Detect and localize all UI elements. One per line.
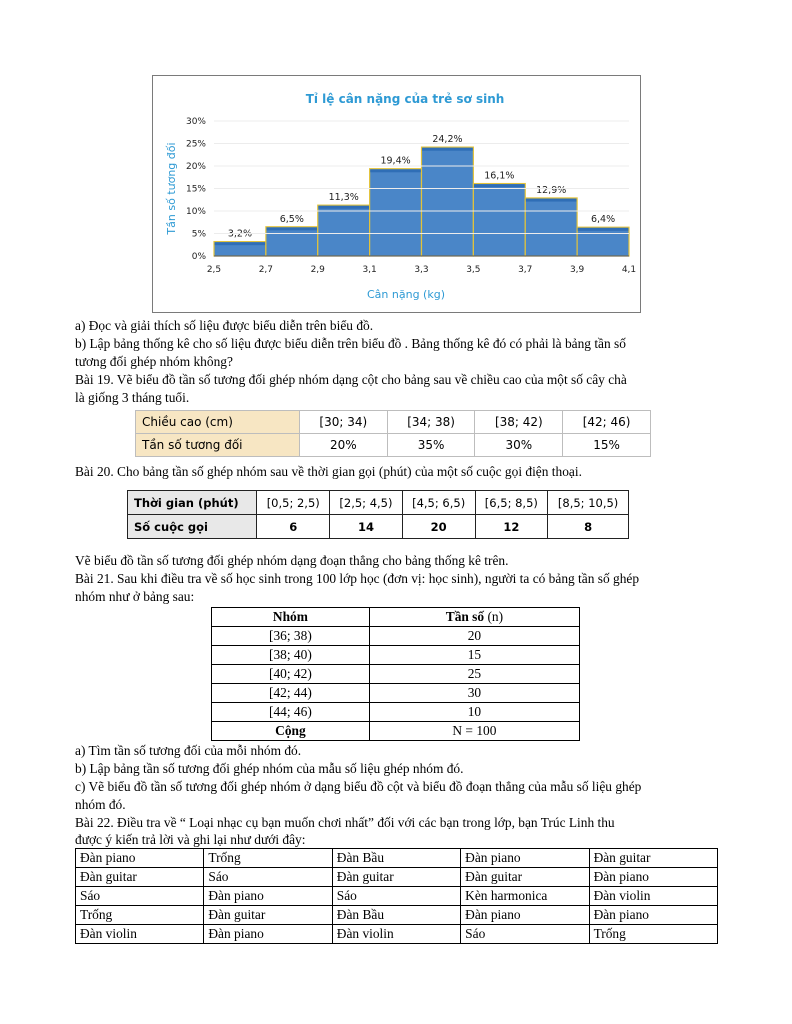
q22-cell: Kèn harmonica <box>461 887 589 906</box>
chart-bar-cap <box>474 184 525 187</box>
q19-row-height <box>136 411 651 434</box>
q20-table <box>127 490 629 539</box>
chart-data-label: 24,2% <box>432 134 463 146</box>
chart-x-tick-label: 3,9 <box>569 265 585 275</box>
table-row <box>76 887 718 906</box>
q21-header-row <box>212 608 580 627</box>
chart-bar <box>473 184 525 256</box>
chart-x-tick-label: 2,7 <box>258 265 274 275</box>
chart-y-tick-label: 0% <box>191 252 206 262</box>
chart-data-label: 6,4% <box>590 214 616 226</box>
q18-part-b-line1: b) Lập bảng thống kê cho số liệu được biểu diễn trên biểu đồ . Bảng thống kê đó có phải là bảng tần số <box>75 336 626 351</box>
chart-y-tick-label: 30% <box>185 117 206 127</box>
q19-freq: 15% <box>563 434 651 457</box>
q20-row-label: Thời gian (phút) <box>128 491 257 515</box>
table-row <box>212 665 580 684</box>
histogram-chart <box>152 75 641 313</box>
q19-table <box>135 410 651 457</box>
q21-total-value: N = 100 <box>369 722 579 741</box>
q22-cell: Đàn guitar <box>204 906 332 925</box>
q20-text-line1: Bài 20. Cho bảng tần số ghép nhóm sau về thời gian gọi (phút) của một số cuộc gọi điện thoại. <box>75 464 582 479</box>
q20-instruction: Vẽ biểu đồ tần số tương đối ghép nhóm dạng đoạn thẳng cho bảng thống kê trên. <box>75 553 509 568</box>
chart-bar <box>266 227 318 256</box>
q21-group: [38; 40) <box>212 646 370 665</box>
chart-bar-cap <box>578 228 629 231</box>
q21-total-label: Cộng <box>212 722 370 741</box>
chart-bar <box>577 227 629 256</box>
q20-count: 12 <box>475 515 548 539</box>
q19-freq: 20% <box>299 434 387 457</box>
q22-cell: Đàn guitar <box>76 868 204 887</box>
q21-header-freq-unit: (n) <box>484 609 504 624</box>
q22-cell: Sáo <box>332 887 460 906</box>
chart-y-axis-label: Tần số tương đối <box>165 142 178 235</box>
q22-cell: Đàn Bầu <box>332 906 460 925</box>
q19-row-label: Tần số tương đối <box>136 434 300 457</box>
chart-x-tick-label: 3,5 <box>466 265 481 275</box>
chart-y-tick-label: 20% <box>185 162 206 172</box>
q19-row-label: Chiều cao (cm) <box>136 411 300 434</box>
q21-part-c-line1: c) Vẽ biểu đồ tần số tương đối ghép nhóm ở dạng biểu đồ cột và biểu đồ đoạn thẳng của mẫu số liệu ghép <box>75 779 642 794</box>
q22-cell: Đàn violin <box>332 925 460 944</box>
chart-x-tick-label: 3,7 <box>518 265 533 275</box>
q22-cell: Trống <box>589 925 717 944</box>
chart-data-label: 6,5% <box>279 213 304 225</box>
q22-text-line1: Bài 22. Điều tra về “ Loại nhạc cụ bạn muốn chơi nhất” đối với các bạn trong lớp, bạn Trúc Linh thu <box>75 815 615 830</box>
q20-count: 20 <box>402 515 475 539</box>
chart-bar-cap <box>266 227 317 230</box>
chart-x-tick-label: 3,3 <box>414 265 429 275</box>
chart-y-tick-label: 25% <box>185 139 206 150</box>
q20-group: [6,5; 8,5) <box>475 491 548 515</box>
q20-group: [4,5; 6,5) <box>402 491 475 515</box>
q19-group: [30; 34) <box>299 411 387 434</box>
q22-cell: Trống <box>204 849 332 868</box>
q19-group: [34; 38) <box>387 411 475 434</box>
q20-row-count <box>128 515 629 539</box>
q20-row-time <box>128 491 629 515</box>
q21-header-freq-bold: Tần số <box>445 609 485 624</box>
q20-group: [8,5; 10,5) <box>548 491 629 515</box>
chart-x-axis-label: Cân nặng (kg) <box>367 288 445 301</box>
q18-part-b-line2: tương đối ghép nhóm không? <box>75 354 233 369</box>
q21-text-line2: nhóm như ở bảng sau: <box>75 589 195 604</box>
table-row <box>212 627 580 646</box>
table-row <box>76 849 718 868</box>
chart-bar-cap <box>318 206 369 209</box>
chart-bar <box>422 147 474 256</box>
chart-data-label: 19,4% <box>380 155 411 167</box>
q21-table <box>211 607 580 741</box>
q22-cell: Đàn piano <box>461 906 589 925</box>
q19-group: [42; 46) <box>563 411 651 434</box>
chart-data-label: 11,3% <box>328 192 359 204</box>
q21-total-row <box>212 722 580 741</box>
chart-x-tick-label: 3,1 <box>362 265 377 275</box>
q20-group: [0,5; 2,5) <box>257 491 330 515</box>
q21-part-c-line2: nhóm đó. <box>75 797 126 812</box>
q22-cell: Đàn piano <box>76 849 204 868</box>
q21-header-freq <box>369 608 579 627</box>
table-row <box>76 925 718 944</box>
q19-group: [38; 42) <box>475 411 563 434</box>
q21-header-group: Nhóm <box>212 608 370 627</box>
table-row <box>212 684 580 703</box>
q22-cell: Đàn guitar <box>332 868 460 887</box>
table-row <box>212 646 580 665</box>
q21-group: [42; 44) <box>212 684 370 703</box>
q22-cell: Sáo <box>204 868 332 887</box>
table-row <box>76 906 718 925</box>
q22-cell: Đàn piano <box>461 849 589 868</box>
chart-svg <box>153 76 640 312</box>
chart-x-tick-label: 2,5 <box>206 265 222 275</box>
q21-freq: 30 <box>369 684 579 703</box>
q21-freq: 20 <box>369 627 579 646</box>
chart-bar-cap <box>215 242 266 245</box>
q21-freq: 15 <box>369 646 579 665</box>
q21-text-line1: Bài 21. Sau khi điều tra về số học sinh trong 100 lớp học (đơn vị: học sinh), người ta có bảng tần số ghép <box>75 571 640 586</box>
q22-table <box>75 848 718 944</box>
q20-count: 6 <box>257 515 330 539</box>
chart-x-tick-label: 4,1 <box>621 265 637 275</box>
q18-part-a: a) Đọc và giải thích số liệu được biểu diễn trên biểu đồ. <box>75 318 374 333</box>
q22-cell: Đàn piano <box>589 906 717 925</box>
q21-part-b: b) Lập bảng tần số tương đối ghép nhóm của mẫu số liệu ghép nhóm đó. <box>75 761 464 776</box>
q22-cell: Đàn guitar <box>589 849 717 868</box>
chart-bar-cap <box>526 199 577 202</box>
q19-freq: 35% <box>387 434 475 457</box>
q21-group: [40; 42) <box>212 665 370 684</box>
q21-part-a: a) Tìm tần số tương đối của mỗi nhóm đó. <box>75 743 302 758</box>
q21-group: [36; 38) <box>212 627 370 646</box>
q20-count: 14 <box>330 515 403 539</box>
table-row <box>76 868 718 887</box>
chart-bar-cap <box>422 148 473 151</box>
q21-freq: 25 <box>369 665 579 684</box>
chart-y-tick-label: 5% <box>191 229 206 240</box>
q19-text-line1: Bài 19. Vẽ biểu đồ tần số tương đối ghép nhóm dạng cột cho bảng sau về chiều cao của một số cây chà <box>75 372 627 387</box>
chart-y-tick-label: 15% <box>185 184 206 195</box>
q21-group: [44; 46) <box>212 703 370 722</box>
q19-text-line2: là giống 3 tháng tuổi. <box>75 390 190 405</box>
chart-title: Tỉ lệ cân nặng của trẻ sơ sinh <box>305 92 505 106</box>
q22-cell: Trống <box>76 906 204 925</box>
q22-cell: Đàn violin <box>76 925 204 944</box>
q22-cell: Đàn piano <box>589 868 717 887</box>
q22-cell: Đàn piano <box>204 887 332 906</box>
chart-bar <box>370 169 422 256</box>
q22-cell: Đàn Bầu <box>332 849 460 868</box>
q22-text-line2: được ý kiến trả lời và ghi lại như dưới đây: <box>75 832 306 847</box>
q21-freq: 10 <box>369 703 579 722</box>
q19-freq: 30% <box>475 434 563 457</box>
chart-x-tick-label: 2,9 <box>310 265 325 275</box>
q22-cell: Sáo <box>76 887 204 906</box>
q19-row-freq <box>136 434 651 457</box>
q22-cell: Đàn guitar <box>461 868 589 887</box>
q22-cell: Đàn piano <box>204 925 332 944</box>
q20-count: 8 <box>548 515 629 539</box>
q22-cell: Đàn violin <box>589 887 717 906</box>
table-row <box>212 703 580 722</box>
chart-y-tick-label: 10% <box>185 207 206 217</box>
chart-data-label: 12,9% <box>536 184 567 196</box>
chart-data-label: 16,1% <box>484 170 515 182</box>
chart-bar-cap <box>370 169 421 172</box>
chart-bar <box>525 198 577 256</box>
chart-bars <box>214 134 629 256</box>
chart-bar <box>318 205 370 256</box>
q22-cell: Sáo <box>461 925 589 944</box>
q20-row-label: Số cuộc gọi <box>128 515 257 539</box>
q20-group: [2,5; 4,5) <box>330 491 403 515</box>
chart-data-label: 3,2% <box>227 228 253 240</box>
